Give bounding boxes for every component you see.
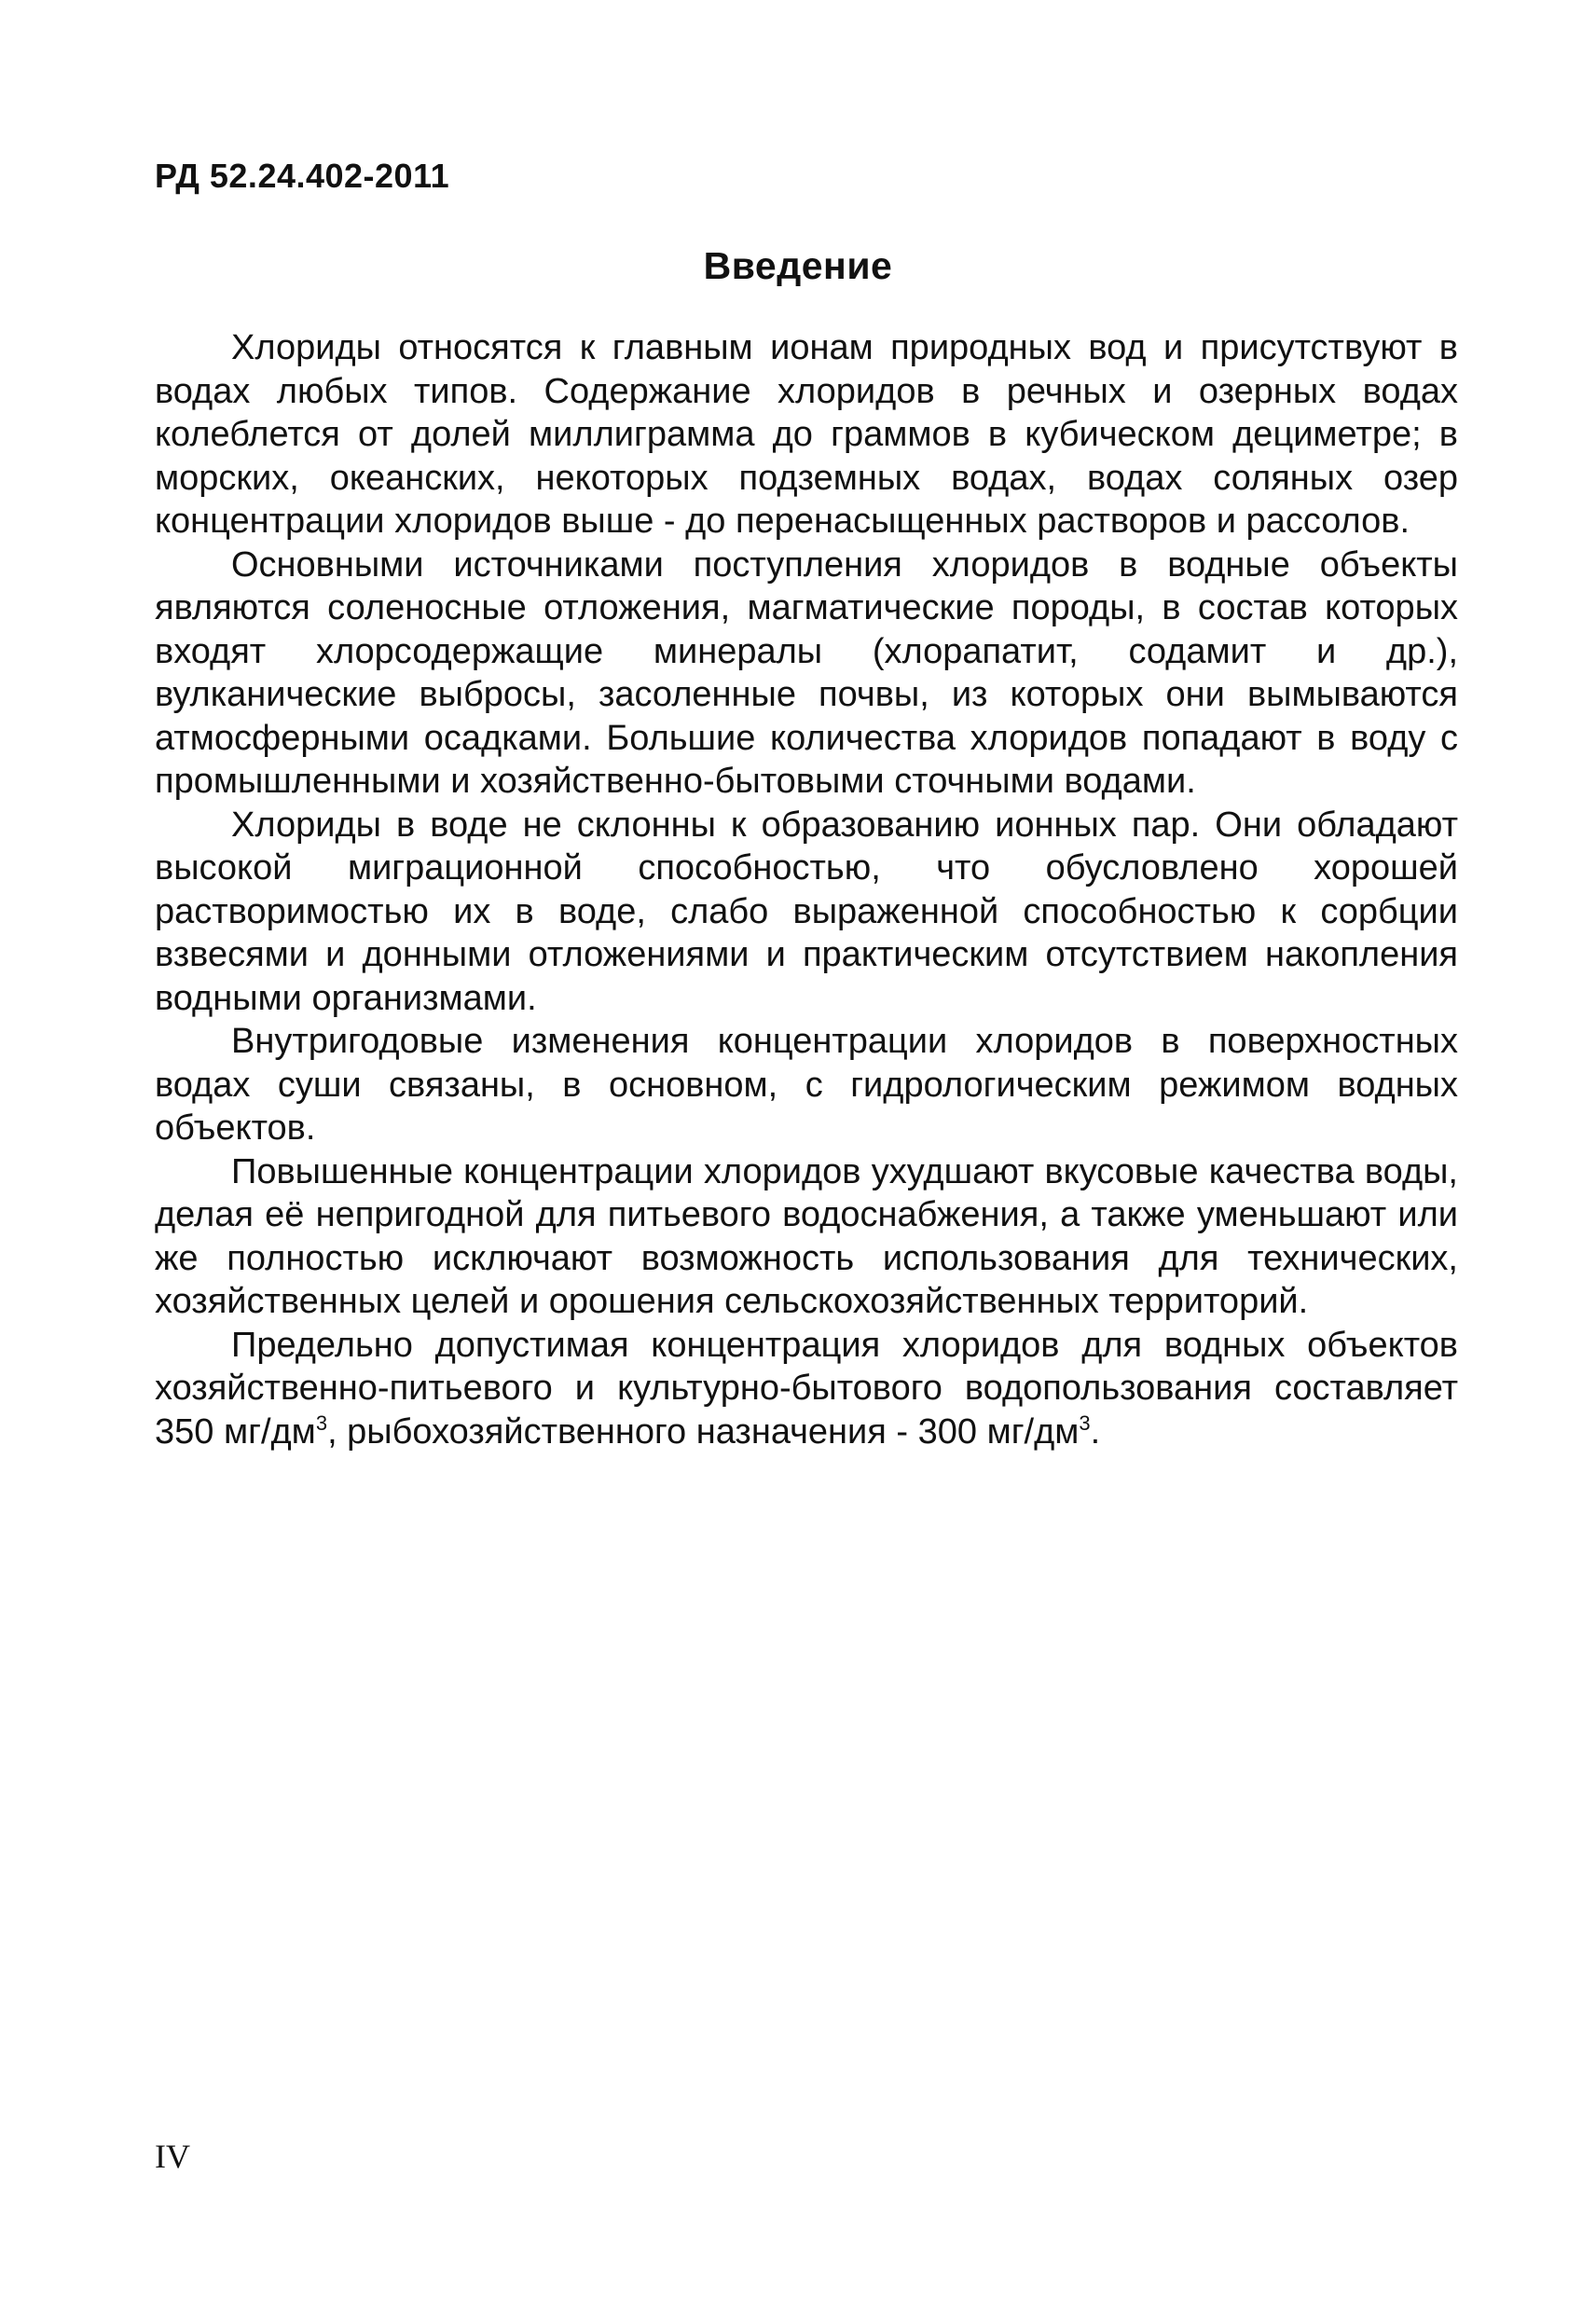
paragraph: Хлориды относятся к главным ионам природных вод и присутствуют в водах любых типов. Содержание хлоридов в речных и озерных водах колеблется от долей миллиграмма до граммов в кубическом дециметре; в морских, океанских, некоторых подземных водах, водах соляных озер концентрации хлоридов выше - до перенасыщенных растворов и рассолов. — [155, 328, 1458, 541]
section-title: Введение — [703, 244, 893, 287]
paragraph: Повышенные концентрации хлоридов ухудшают вкусовые качества воды, делая её непригодной для питьевого водоснабжения, а также уменьшают или же полностью исключают возможность использования для технических, хозяйственных целей и орошения сельскохозяйственных территорий. — [155, 1151, 1458, 1321]
paragraph: Внутригодовые изменения концентрации хлоридов в поверхностных водах суши связаны, в основном, с гидрологическим режимом водных объектов. — [155, 1022, 1458, 1148]
paragraph-text: Предельно допустимая концентрация хлоридов для водных объектов хозяйственно-питьевого и культурно-бытового водопользования составляет 350 мг/дм — [155, 1325, 1458, 1452]
paragraph: Хлориды в воде не склонны к образованию ионных пар. Они обладают высокой миграционной способностью, что обусловлено хорошей растворимостью их в воде, слабо выраженной способностью к сорбции взвесями и донными отложениями и практическим отсутствием накопления водными организмами. — [155, 805, 1458, 1018]
body-text — [155, 326, 1458, 1453]
paragraph: Основными источниками поступления хлоридов в водные объекты являются соленосные отложения, магматические породы, в состав которых входят хлорсодержащие минералы (хлорапатит, содамит и др.), вулканические выбросы, засоленные почвы, из которых они вымываются атмосферными осадками. Большие количества хлоридов попадают в воду с промышленными и хозяйственно-бытовыми сточными водами. — [155, 544, 1458, 801]
paragraph-text: , рыбохозяйственного назначения - 300 мг/дм — [327, 1411, 1080, 1452]
document-code: РД 52.24.402-2011 — [155, 157, 450, 195]
superscript: 3 — [315, 1411, 328, 1435]
paragraph-limit-concentration — [155, 1324, 1458, 1454]
paragraph-text: . — [1090, 1411, 1101, 1452]
page-number: IV — [155, 2138, 190, 2175]
superscript: 3 — [1079, 1411, 1091, 1435]
